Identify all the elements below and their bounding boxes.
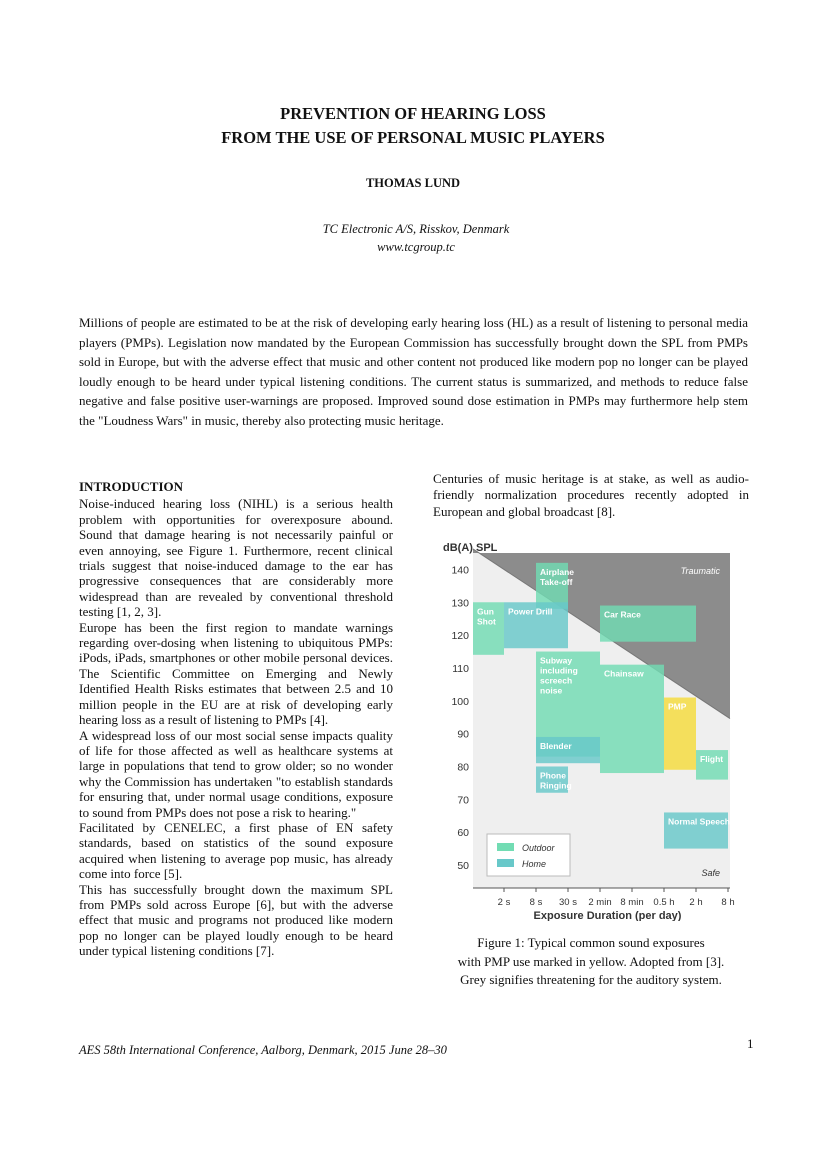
traumatic-label: Traumatic [680,566,720,576]
legend-label: Home [522,859,547,869]
exposure-label: Gun Shot [477,606,496,627]
exposure-label: PMP [668,701,687,712]
y-tick-label: 140 [451,564,469,577]
affiliation: TC Electronic A/S, Risskov, Denmark [322,222,510,236]
y-tick-label: 130 [451,597,469,610]
paragraph: Noise-induced hearing loss (NIHL) is a serious health problem with opportunities for overexposure abound. Sound that damage hearing is not necessarily painful or even annoying, see Figure 1. Furthermore, recent clinical trials suggest that noise-induced damage to the ear has progressive consequences that are considerably more widespread than are revealed by conventional threshold testing [1, 2, 3]. [79,496,393,620]
x-tick-label: 8 h [721,897,735,908]
x-tick-label: 2 min [588,897,612,908]
y-tick-label: 70 [457,794,469,807]
safe-label: Safe [701,868,720,878]
exposure-label: Subway including screech noise [540,655,578,696]
section-heading: INTRODUCTION [79,479,184,494]
title-line-1: PREVENTION OF HEARING LOSS [280,104,546,123]
y-tick-label: 110 [452,662,469,675]
x-tick-label: 2 h [689,897,703,908]
paragraph: Europe has been the first region to mandate warnings regarding over-dosing when listening to ubiquitous PMPs: iPods, iPads, smartphones or other mobile personal devices. The Scientific Committee on Emerging and Newly Identified Health Risks estimates that between 2.5 and 10 million people in the EU are at risk of developing early hearing loss as a result of listening to PMPs [4]. [79,619,393,728]
legend-swatch [497,843,514,851]
y-tick-label: 50 [457,860,469,873]
legend-label: Outdoor [522,843,555,853]
introduction-section [79,479,393,959]
exposure-label: Normal Speech [668,816,730,827]
x-tick-label: 2 s [497,897,511,908]
paragraph: This has successfully brought down the maximum SPL from PMPs sold across Europe [6], but with the adverse effect that music and programs not produced like modern pop no longer can be played loudly enough to be heard under typical listening conditions [7]. [79,881,393,959]
y-tick-label: 90 [457,728,469,741]
affiliation-block [0,220,826,256]
legend-box [487,834,570,876]
y-tick-label: 60 [457,827,469,840]
chart-svg [440,538,742,921]
caption-line-1: Figure 1: Typical common sound exposures [477,935,705,950]
paper-title [0,102,826,150]
x-tick-label: 8 s [529,897,543,908]
figure-1-chart [440,538,742,921]
y-tick-label: 120 [451,630,469,643]
exposure-bar [600,665,664,773]
legend-swatch [497,859,514,867]
exposure-label: Blender [540,740,572,751]
x-tick-label: 0.5 h [653,897,675,908]
x-tick-label: 30 s [559,897,577,908]
exposure-label: Airplane Take-off [540,566,575,587]
y-tick-label: 80 [457,761,469,774]
paragraph: A widespread loss of our most social sense impacts quality of life for those affected as well as healthcare systems at large in populations that tend to grow older; so no wonder why the Commission has undertaken "to establish standards for ensuring that, under normal usage conditions, exposure to sound from PMPs does not pose a risk to hearing." [79,727,393,820]
caption-line-3: Grey signifies threatening for the auditory system. [460,972,722,987]
abstract: Millions of people are estimated to be at the risk of developing early hearing loss (HL) as a result of listening to personal media players (PMPs). Legislation now mandated by the European Commission has successfully brought down the SPL from PMPs sold in Europe, but with the adverse effect that music and other content not produced like modern pop no longer can be played loudly enough to be heard under typical listening conditions. The current status is summarized, and methods to reduce false negative and false positive user-warnings are proposed. Improved sound dose estimation in PMPs may furthermore help stem the "Loudness Wars" in music, thereby also protecting music heritage. [79,315,748,428]
exposure-label: Power Drill [508,606,553,617]
caption-line-2: with PMP use marked in yellow. Adopted from [3]. [457,953,725,969]
exposure-label: Phone Ringing [540,770,572,791]
exposure-label: Car Race [604,609,641,620]
y-axis-label: dB(A) SPL [443,542,498,554]
website: www.tcgroup.tc [377,240,455,254]
title-line-2: FROM THE USE OF PERSONAL MUSIC PLAYERS [221,128,605,147]
exposure-label: Chainsaw [604,668,644,679]
right-column-text [433,471,749,520]
x-axis-label: Exposure Duration (per day) [533,910,682,921]
y-tick-label: 100 [451,695,469,708]
x-tick-label: 8 min [620,897,644,908]
exposure-label: Flight [700,754,724,765]
page-number: 1 [747,1036,754,1051]
author-name: THOMAS LUND [365,176,461,190]
paragraph: Centuries of music heritage is at stake, as well as audio-friendly normalization procedures recently adopted in European and global broadcast [8]. [433,471,749,519]
conference-footer: AES 58th International Conference, Aalborg, Denmark, 2015 June 28–30 [79,1043,447,1057]
paragraph: Facilitated by CENELEC, a first phase of EN safety standards, based on statistics of the sound exposure acquired when listening to average pop music, has already come into force [5]. [79,819,393,882]
figure-caption [437,934,745,990]
